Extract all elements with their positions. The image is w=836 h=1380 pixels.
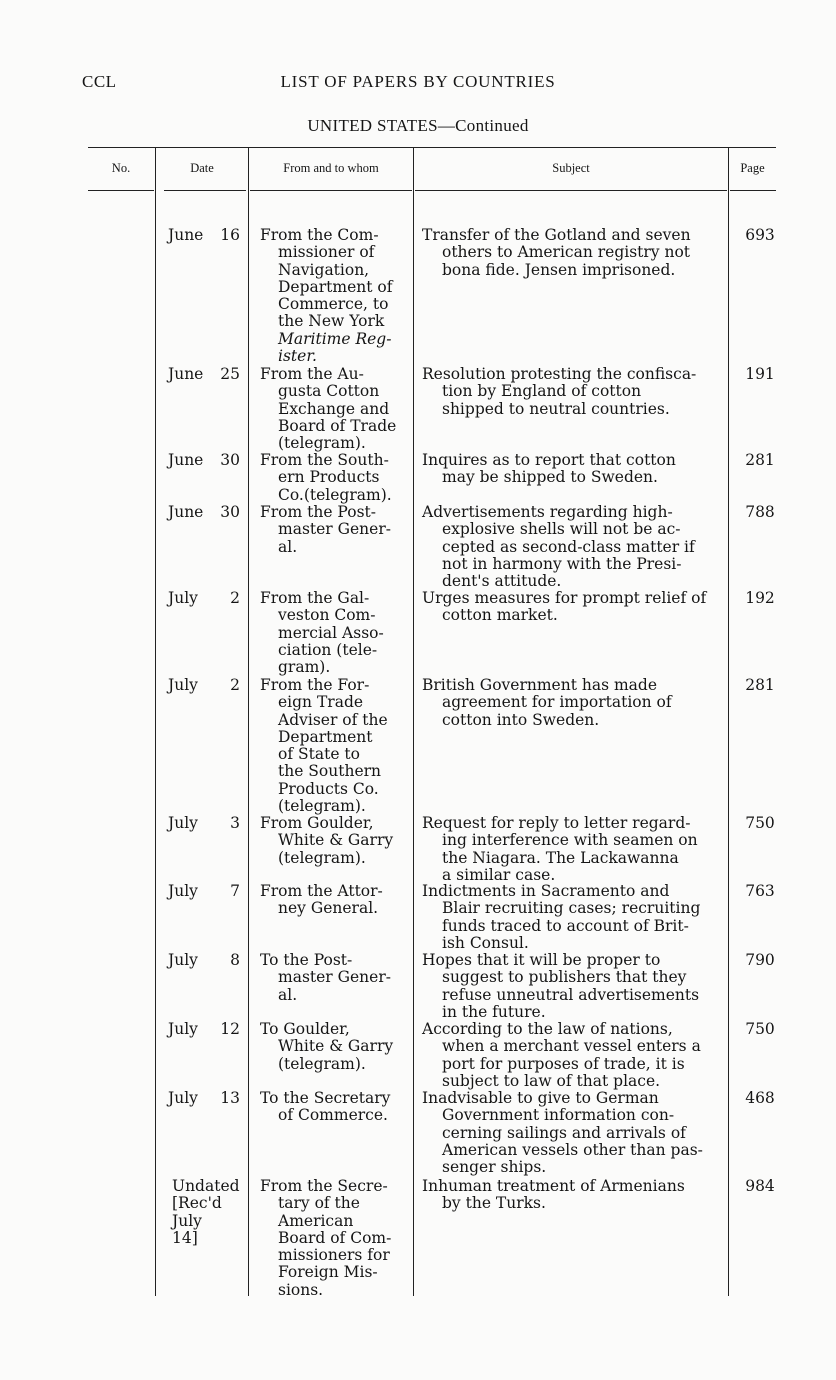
page-cell: 750 bbox=[745, 814, 775, 832]
cell-line: senger ships. bbox=[442, 1158, 547, 1177]
cell-line: British Government has made bbox=[422, 676, 657, 694]
cell-line: Inhuman treatment of Armenians bbox=[422, 1177, 685, 1195]
column-header-from-to: From and to whom bbox=[283, 161, 379, 175]
subject-cell bbox=[422, 366, 722, 418]
subject-cell bbox=[422, 504, 722, 590]
column-header-page: Page bbox=[740, 161, 765, 175]
date-cell bbox=[168, 883, 244, 900]
cell-line: gusta Cotton bbox=[278, 382, 380, 401]
cell-line: suggest to publishers that they bbox=[442, 968, 687, 987]
from-to-cell bbox=[260, 815, 412, 867]
cell-line: not in harmony with the Presi- bbox=[442, 554, 682, 573]
cell-line: master Gener- bbox=[278, 520, 391, 539]
cell-line: Maritime Reg- bbox=[278, 329, 392, 348]
cell-line: in the future. bbox=[442, 1002, 546, 1021]
from-to-cell bbox=[260, 590, 412, 676]
cell-line: the New York bbox=[278, 312, 385, 331]
cell-line: Board of Com- bbox=[278, 1228, 392, 1247]
cell-line: bona fide. Jensen imprisoned. bbox=[442, 260, 676, 279]
cell-line: cerning sailings and arrivals of bbox=[442, 1123, 686, 1142]
date-month: June bbox=[168, 226, 204, 244]
date-cell bbox=[168, 1090, 244, 1107]
table-top-rule bbox=[88, 147, 776, 148]
cell-line: [Rec'd bbox=[172, 1194, 222, 1213]
date-day: 30 bbox=[220, 451, 240, 469]
cell-line: From the Com- bbox=[260, 226, 379, 244]
cell-line: White & Garry bbox=[278, 831, 394, 850]
cell-line: To Goulder, bbox=[260, 1020, 350, 1038]
cell-line: of State to bbox=[278, 745, 360, 764]
page-cell: 468 bbox=[745, 1089, 775, 1107]
date-day: 3 bbox=[230, 814, 240, 832]
cell-line: From the Secre- bbox=[260, 1177, 388, 1195]
cell-line: agreement for importation of bbox=[442, 693, 672, 712]
cell-line: ney General. bbox=[278, 899, 379, 918]
date-month: June bbox=[168, 451, 204, 469]
from-to-cell bbox=[260, 1090, 412, 1125]
cell-line: According to the law of nations, bbox=[422, 1020, 673, 1038]
date-cell bbox=[168, 504, 244, 521]
date-day: 7 bbox=[230, 882, 240, 900]
from-to-cell bbox=[260, 504, 412, 556]
cell-line: Urges measures for prompt relief of bbox=[422, 589, 707, 607]
subject-cell bbox=[422, 677, 722, 729]
cell-line: Undated bbox=[172, 1177, 240, 1195]
subject-cell bbox=[422, 1090, 722, 1176]
from-to-cell bbox=[260, 952, 412, 1004]
cell-line: explosive shells will not be ac- bbox=[442, 520, 681, 539]
cell-line: ing interference with seamen on bbox=[442, 831, 698, 850]
subject-cell bbox=[422, 952, 722, 1021]
date-month: July bbox=[168, 951, 198, 969]
cell-line: ciation (tele- bbox=[278, 640, 378, 659]
cell-line: al. bbox=[278, 985, 298, 1004]
page-cell: 750 bbox=[745, 1020, 775, 1038]
cell-line: From the Au- bbox=[260, 365, 364, 383]
cell-line: Board of Trade bbox=[278, 416, 397, 435]
from-to-cell bbox=[260, 1178, 412, 1299]
subject-cell bbox=[422, 1021, 722, 1090]
date-cell bbox=[168, 952, 244, 969]
cell-line: funds traced to account of Brit- bbox=[442, 916, 689, 935]
header-underline bbox=[730, 190, 776, 191]
page-cell: 192 bbox=[745, 589, 775, 607]
header-underline bbox=[415, 190, 727, 191]
cell-line: by the Turks. bbox=[442, 1194, 546, 1213]
from-to-cell bbox=[260, 366, 412, 452]
cell-line: Foreign Mis- bbox=[278, 1263, 378, 1282]
cell-line: Resolution protesting the confisca- bbox=[422, 365, 697, 383]
date-cell bbox=[168, 1178, 244, 1247]
cell-line: veston Com- bbox=[278, 606, 376, 625]
page-cell: 984 bbox=[745, 1177, 775, 1195]
page-cell: 763 bbox=[745, 882, 775, 900]
date-day: 16 bbox=[220, 226, 240, 244]
page-cell: 693 bbox=[745, 226, 775, 244]
date-day: 2 bbox=[230, 589, 240, 607]
date-month: July bbox=[168, 1089, 198, 1107]
cell-line: cepted as second-class matter if bbox=[442, 537, 695, 556]
cell-line: missioners for bbox=[278, 1246, 390, 1265]
cell-line: From the Gal- bbox=[260, 589, 370, 607]
cell-line: Adviser of the bbox=[278, 710, 388, 729]
cell-line: American bbox=[278, 1211, 354, 1230]
cell-line: shipped to neutral countries. bbox=[442, 399, 670, 418]
date-day: 30 bbox=[220, 503, 240, 521]
page-cell: 281 bbox=[745, 676, 775, 694]
cell-line: ister. bbox=[278, 347, 317, 366]
cell-line: Government information con- bbox=[442, 1106, 675, 1125]
subject-cell bbox=[422, 452, 722, 487]
date-month: June bbox=[168, 503, 204, 521]
cell-line: Blair recruiting cases; recruiting bbox=[442, 899, 701, 918]
cell-line: From Goulder, bbox=[260, 814, 374, 832]
cell-line: 14] bbox=[172, 1228, 198, 1247]
column-header-no: No. bbox=[111, 161, 131, 175]
date-month: July bbox=[168, 1020, 198, 1038]
cell-line: Department bbox=[278, 727, 373, 746]
date-month: July bbox=[168, 589, 198, 607]
cell-line: (telegram). bbox=[278, 797, 366, 816]
running-title: LIST OF PAPERS BY COUNTRIES bbox=[280, 72, 556, 91]
cell-line: Advertisements regarding high- bbox=[422, 503, 673, 521]
date-month: July bbox=[168, 882, 198, 900]
cell-line: the Southern bbox=[278, 762, 382, 781]
cell-line: subject to law of that place. bbox=[442, 1071, 661, 1090]
cell-line: From the For- bbox=[260, 676, 370, 694]
column-divider bbox=[248, 148, 249, 1296]
cell-line: (telegram). bbox=[278, 1054, 366, 1073]
cell-line: the Niagara. The Lackawanna bbox=[442, 848, 679, 867]
date-day: 12 bbox=[220, 1020, 240, 1038]
cell-line: cotton market. bbox=[442, 606, 558, 625]
subject-cell bbox=[422, 227, 722, 279]
date-month: July bbox=[168, 676, 198, 694]
page-header bbox=[0, 72, 836, 94]
cell-line: From the South- bbox=[260, 451, 389, 469]
cell-line: Transfer of the Gotland and seven bbox=[422, 226, 691, 244]
date-day: 13 bbox=[220, 1089, 240, 1107]
cell-line: of Commerce. bbox=[278, 1106, 388, 1125]
cell-line: gram). bbox=[278, 658, 331, 677]
date-cell bbox=[168, 366, 244, 383]
cell-line: Inadvisable to give to German bbox=[422, 1089, 659, 1107]
subject-cell bbox=[422, 815, 722, 884]
cell-line: White & Garry bbox=[278, 1037, 394, 1056]
cell-line: Indictments in Sacramento and bbox=[422, 882, 670, 900]
cell-line: master Gener- bbox=[278, 968, 391, 987]
cell-line: a similar case. bbox=[442, 865, 556, 884]
cell-line: Co.(telegram). bbox=[278, 485, 392, 504]
page-cell: 281 bbox=[745, 451, 775, 469]
date-cell bbox=[168, 452, 244, 469]
cell-line: missioner of bbox=[278, 243, 375, 262]
cell-line: Exchange and bbox=[278, 399, 390, 418]
date-cell bbox=[168, 1021, 244, 1038]
from-to-cell bbox=[260, 227, 412, 365]
column-header-date: Date bbox=[190, 161, 214, 175]
cell-line: Request for reply to letter regard- bbox=[422, 814, 691, 832]
cell-line: tion by England of cotton bbox=[442, 382, 642, 401]
cell-line: others to American registry not bbox=[442, 243, 691, 262]
from-to-cell bbox=[260, 883, 412, 918]
cell-line: July bbox=[172, 1211, 202, 1230]
cell-line: tary of the bbox=[278, 1194, 360, 1213]
cell-line: (telegram). bbox=[278, 848, 366, 867]
cell-line: al. bbox=[278, 537, 298, 556]
cell-line: ish Consul. bbox=[442, 933, 529, 952]
section-title: UNITED STATES—Continued bbox=[307, 116, 529, 135]
cell-line: Department of bbox=[278, 277, 393, 296]
cell-line: From the Attor- bbox=[260, 882, 383, 900]
cell-line: port for purposes of trade, it is bbox=[442, 1054, 685, 1073]
cell-line: (telegram). bbox=[278, 434, 366, 453]
date-day: 2 bbox=[230, 676, 240, 694]
cell-line: cotton into Sweden. bbox=[442, 710, 600, 729]
subject-cell bbox=[422, 1178, 722, 1213]
cell-line: To the Secretary bbox=[260, 1089, 391, 1107]
from-to-cell bbox=[260, 1021, 412, 1073]
page-cell: 191 bbox=[745, 365, 775, 383]
cell-line: Hopes that it will be proper to bbox=[422, 951, 661, 969]
page-cell: 788 bbox=[745, 503, 775, 521]
date-cell bbox=[168, 590, 244, 607]
cell-line: American vessels other than pas- bbox=[442, 1140, 703, 1159]
column-divider bbox=[728, 148, 729, 1296]
date-month: June bbox=[168, 365, 204, 383]
page-cell: 790 bbox=[745, 951, 775, 969]
cell-line: mercial Asso- bbox=[278, 623, 384, 642]
date-cell bbox=[168, 815, 244, 832]
cell-line: dent's attitude. bbox=[442, 572, 562, 591]
date-month: July bbox=[168, 814, 198, 832]
cell-line: may be shipped to Sweden. bbox=[442, 468, 658, 487]
cell-line: Products Co. bbox=[278, 779, 379, 798]
subject-cell bbox=[422, 883, 722, 952]
from-to-cell bbox=[260, 452, 412, 504]
column-header-subject: Subject bbox=[552, 161, 590, 175]
header-underline bbox=[164, 190, 246, 191]
cell-line: refuse unneutral advertisements bbox=[442, 985, 700, 1004]
header-underline bbox=[88, 190, 154, 191]
date-day: 25 bbox=[220, 365, 240, 383]
cell-line: Navigation, bbox=[278, 260, 370, 279]
cell-line: From the Post- bbox=[260, 503, 376, 521]
column-divider bbox=[155, 148, 156, 1296]
cell-line: Inquires as to report that cotton bbox=[422, 451, 676, 469]
page-folio: CCL bbox=[82, 72, 117, 91]
date-cell bbox=[168, 227, 244, 244]
column-divider bbox=[413, 148, 414, 1296]
cell-line: sions. bbox=[278, 1280, 324, 1299]
from-to-cell bbox=[260, 677, 412, 815]
cell-line: Commerce, to bbox=[278, 295, 389, 314]
date-cell bbox=[168, 677, 244, 694]
date-day: 8 bbox=[230, 951, 240, 969]
subject-cell bbox=[422, 590, 722, 625]
cell-line: To the Post- bbox=[260, 951, 353, 969]
header-underline bbox=[250, 190, 412, 191]
cell-line: when a merchant vessel enters a bbox=[442, 1037, 701, 1056]
cell-line: ern Products bbox=[278, 468, 380, 487]
cell-line: eign Trade bbox=[278, 693, 364, 712]
